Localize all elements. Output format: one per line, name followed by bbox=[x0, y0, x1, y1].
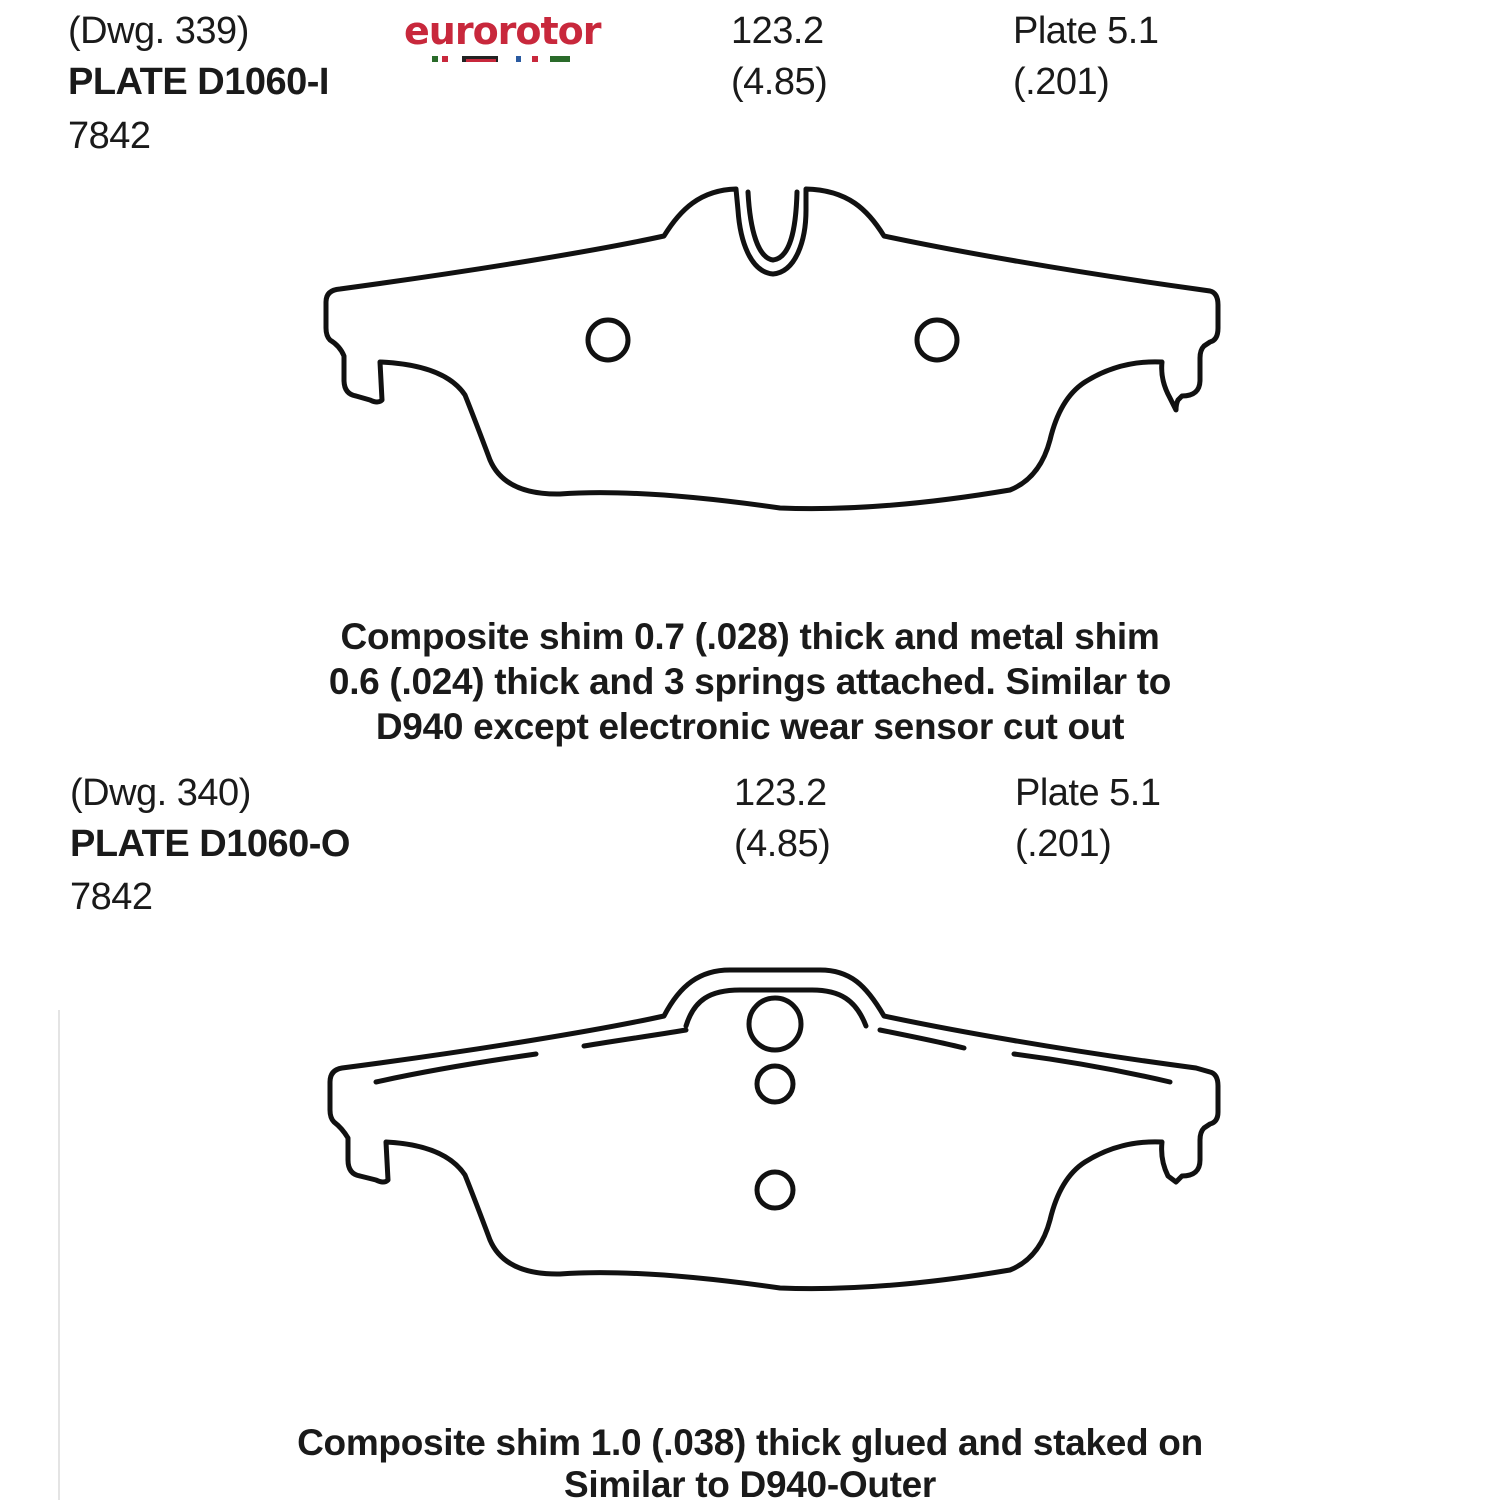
drawing-number: (Dwg. 339) bbox=[68, 10, 249, 52]
brake-pad-drawing-outer bbox=[0, 940, 1500, 1320]
plate-thickness-mm: Plate 5.1 bbox=[1015, 772, 1161, 814]
shim-outline-top bbox=[686, 990, 866, 1026]
shim-edge-right-inner bbox=[880, 1030, 964, 1048]
plate-thickness-inch: (.201) bbox=[1013, 61, 1110, 103]
shim-note-line-2: Similar to D940-Outer bbox=[563, 1464, 937, 1505]
brake-pad-drawing-inner bbox=[0, 0, 1500, 560]
shim-edge-right bbox=[1014, 1054, 1170, 1082]
plate-thickness-mm: Plate 5.1 bbox=[1013, 10, 1159, 52]
sensor-notch-inner-line bbox=[748, 192, 797, 260]
mounting-hole-left bbox=[588, 320, 628, 360]
part-code: 7842 bbox=[70, 876, 153, 918]
drawing-number: (Dwg. 340) bbox=[70, 772, 251, 814]
stake-hole-middle bbox=[757, 1066, 793, 1102]
shim-note-line-2: 0.6 (.024) thick and 3 springs attached. Similar to bbox=[328, 661, 1172, 702]
stake-hole-top bbox=[749, 998, 801, 1050]
mounting-hole-right bbox=[917, 320, 957, 360]
shim-note-line-1: Composite shim 1.0 (.038) thick glued and staked on bbox=[297, 1422, 1203, 1463]
part-code: 7842 bbox=[68, 115, 151, 157]
outer-pad-outline bbox=[330, 970, 1218, 1289]
shim-edge-left-inner bbox=[584, 1030, 686, 1046]
stake-hole-bottom bbox=[757, 1172, 793, 1208]
eurorotor-logo: eurorotor bbox=[404, 9, 601, 53]
dimension-mm: 123.2 bbox=[734, 772, 827, 814]
dimension-mm: 123.2 bbox=[731, 10, 824, 52]
plate-part-number: PLATE D1060-I bbox=[68, 61, 329, 103]
shim-note-line-3: D940 except electronic wear sensor cut out bbox=[375, 706, 1125, 747]
plate-part-number: PLATE D1060-O bbox=[70, 823, 350, 865]
dimension-inch: (4.85) bbox=[734, 823, 831, 865]
plate-thickness-inch: (.201) bbox=[1015, 823, 1112, 865]
dimension-inch: (4.85) bbox=[731, 61, 828, 103]
shim-note-line-1: Composite shim 0.7 (.028) thick and metal shim bbox=[340, 616, 1160, 657]
inner-pad-outline bbox=[326, 189, 1218, 509]
